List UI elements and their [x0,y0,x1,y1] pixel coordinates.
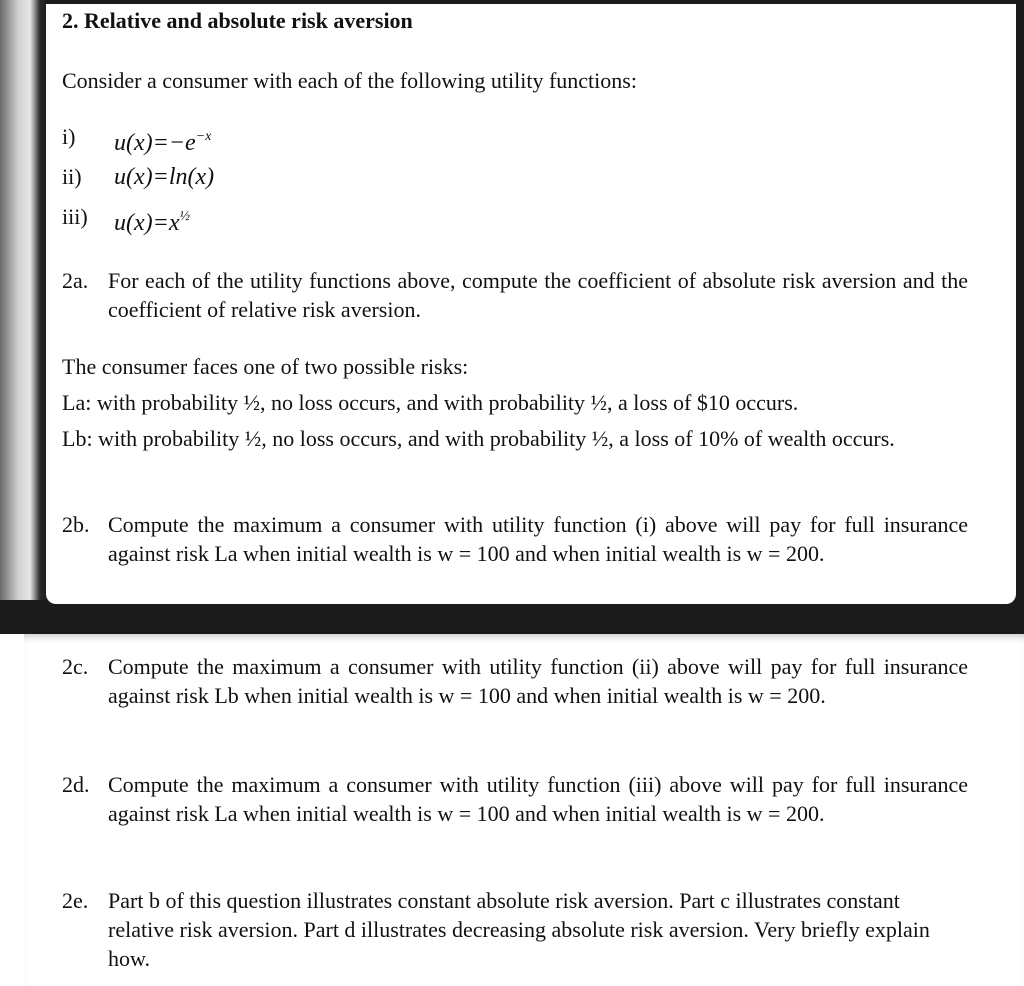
question-text: Compute the maximum a consumer with utility function (ii) above will pay for full insurance against risk Lb when initial wealth is w = 100 and when initial wealth is w = 200. [108,654,968,708]
question-number: 2a. [62,268,89,293]
question-number: 2c. [62,654,89,679]
utility-label: iii) [62,204,88,229]
risk-la: La: with probability ½, no loss occurs, and with probability ½, a loss of $10 occurs. [62,390,799,415]
section-title: 2. Relative and absolute risk aversion [62,8,413,33]
risks-intro: The consumer faces one of two possible risks: [62,354,469,379]
question-number: 2d. [62,772,90,797]
utility-label: ii) [62,164,82,189]
utility-expr: u(x)=−e [114,130,196,156]
question-text: Part b of this question illustrates constant absolute risk aversion. Part c illustrates constant relative risk aversion. Part d illustrates decreasing absolute risk aversion. Very briefly explain how. [108,888,930,971]
utility-exponent: ½ [179,209,190,224]
question-text: Compute the maximum a consumer with utility function (i) above will pay for full insurance against risk La when initial wealth is w = 100 and when initial wealth is w = 200. [108,512,968,566]
question-text: For each of the utility functions above, compute the coefficient of absolute risk aversion and the coefficient of relative risk aversion. [108,268,968,322]
utility-label: i) [62,124,76,149]
utility-expr: u(x)=ln(x) [114,164,215,190]
question-text: Compute the maximum a consumer with utility function (iii) above will pay for full insurance against risk La when initial wealth is w = 100 and when initial wealth is w = 200. [108,772,968,826]
question-number: 2b. [62,512,90,537]
utility-exponent: −x [195,129,212,144]
intro-text: Consider a consumer with each of the following utility functions: [62,68,637,93]
utility-expr: u(x)=x [114,210,180,236]
question-number: 2e. [62,888,89,913]
risk-lb-text: Lb: with probability ½, no loss occurs, and with probability ½, a loss of 10% of wealth occurs. [62,426,895,451]
window-gap [0,600,1024,634]
document-page-top [46,4,1016,604]
document-page-bottom [24,634,1024,986]
